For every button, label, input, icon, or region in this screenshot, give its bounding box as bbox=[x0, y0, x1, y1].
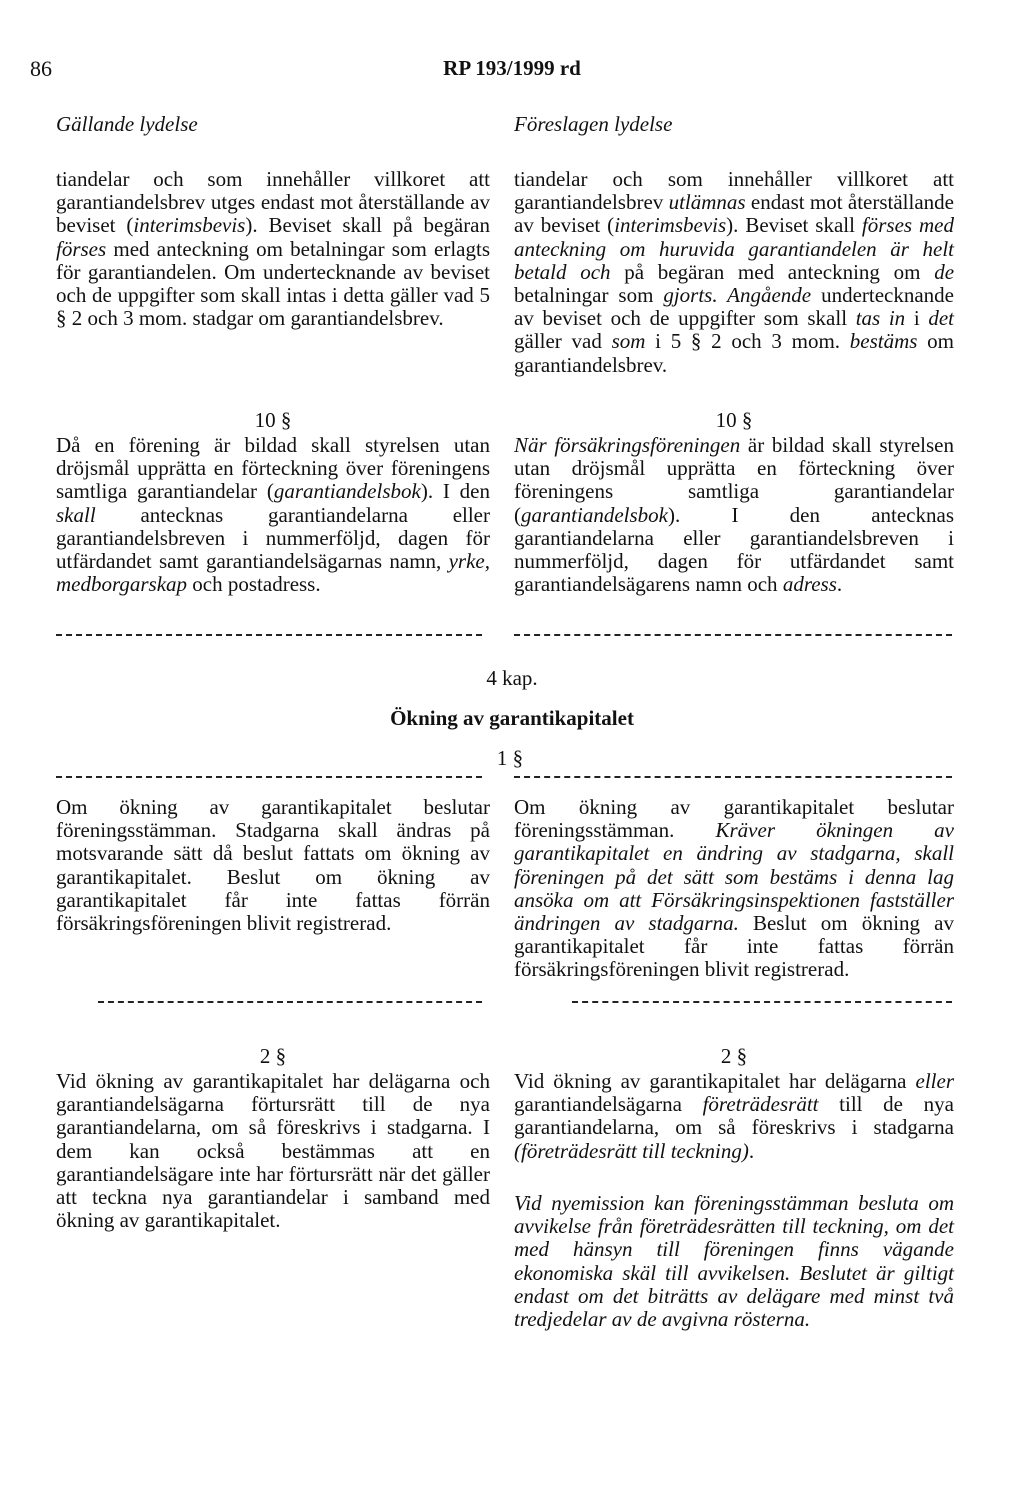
right-paragraph-3 bbox=[514, 796, 954, 982]
text-run: de bbox=[934, 259, 955, 284]
text-run: i bbox=[905, 306, 929, 331]
right-paragraph-5 bbox=[514, 1192, 954, 1331]
right-dash-separator-1 bbox=[514, 634, 952, 636]
text-run: interimsbevis bbox=[133, 213, 246, 238]
section-1-heading: 1 § bbox=[496, 746, 524, 770]
text-run: som bbox=[611, 329, 646, 354]
left-paragraph-1 bbox=[56, 168, 490, 330]
text-run: och postadress. bbox=[187, 572, 321, 597]
text-run: undertecknande av beviset och de uppgifter som skall bbox=[514, 283, 955, 331]
text-run: förses bbox=[56, 236, 107, 261]
text-run: gäller vad bbox=[514, 329, 612, 354]
left-paragraph-2 bbox=[56, 434, 490, 596]
text-run: Kräver ökningen av garantikapitalet en ändring av stadgarna, skall föreningen på det sätt som bestäms i denna lag ansöka om att Försäkringsinspektionen fastställer ändringen av stadgarna. bbox=[514, 818, 954, 936]
text-run: Vid nyemission kan föreningsstämman besluta om avvikelse från företrädesrätten till teckning, om det med hänsyn till föreningen finns vägande ekonomiska skäl till avvikelsen. Beslutet är giltigt endast om det biträtts av delägare med minst två tredjedelar av de avgivna rösterna. bbox=[514, 1191, 954, 1332]
text-run: garantiandelsbok bbox=[521, 502, 668, 527]
text-run: Vid ökning av garantikapitalet har delägarna bbox=[514, 1069, 916, 1093]
chapter-label: 4 kap. bbox=[486, 666, 538, 690]
text-run: Beslut om ökning av garantikapitalet får inte fattas förrän försäkringsföreningen blivit registrerad. bbox=[514, 911, 954, 982]
text-run: skall bbox=[56, 502, 96, 527]
right-column-label: Föreslagen lydelse bbox=[514, 112, 673, 136]
text-run: garantiandelsbok bbox=[273, 479, 421, 504]
text-run: ). I den bbox=[420, 479, 490, 504]
text-run: Om ökning av garantikapitalet beslutar föreningsstämman. Stadgarna skall ändras på motsvarande sätt då beslut fattats om ökning av garantikapitalet. Beslut om ökning av garantikapitalet får inte fattas förrän försäkringsföreningen blivit registrerad. bbox=[56, 795, 490, 936]
left-dash-separator-2 bbox=[56, 776, 482, 778]
text-run: tiandelar och som innehåller villkoret att garantiandelsbrev bbox=[514, 167, 954, 215]
left-paragraph-4 bbox=[56, 1070, 490, 1232]
right-paragraph-2 bbox=[514, 434, 954, 596]
right-dash-separator-3 bbox=[572, 1001, 952, 1003]
right-paragraph-1 bbox=[514, 168, 954, 377]
text-run: på begäran med anteckning om bbox=[610, 259, 935, 284]
left-dash-separator-1 bbox=[56, 634, 482, 636]
text-run: ). I den antecknas garantiandelarna eller garantiandelsbreven i nummerföljd, dagen för utfärdandet samt garantiandelsägarens namn och bbox=[514, 502, 954, 597]
right-section-2-heading: 2 § bbox=[720, 1044, 748, 1068]
text-run: antecknas garantiandelarna eller garantiandelsbreven i nummerföljd, dagen för utfärdandet samt garantiandelsägarnas namn, bbox=[56, 502, 490, 574]
text-run: adress bbox=[782, 572, 837, 597]
text-run: är bildad skall styrelsen utan dröjsmål upprätta en förteckning över föreningens samtliga garantiandelar ( bbox=[514, 433, 954, 527]
text-run: (företrädesrätt till teckning) bbox=[514, 1138, 749, 1163]
text-run: till de nya garantiandelarna, om så föreskrivs i stadgarna bbox=[514, 1092, 954, 1140]
left-section-10-heading: 10 § bbox=[254, 408, 292, 432]
text-run: med anteckning om betalningar som erlagts för garantiandelen. Om undertecknande av beviset och de uppgifter som skall intas i detta gäller vad 5 § 2 och 3 mom. stadgar om garantiandelsbrev. bbox=[56, 236, 490, 331]
right-dash-separator-2 bbox=[514, 776, 952, 778]
right-paragraph-4 bbox=[514, 1070, 954, 1163]
text-run: ). Beviset skall bbox=[726, 213, 862, 238]
text-run: eller bbox=[915, 1069, 954, 1093]
left-column-label: Gällande lydelse bbox=[56, 112, 198, 136]
text-run: om garantiandelsbrev. bbox=[514, 329, 955, 377]
text-run: utlämnas bbox=[668, 190, 746, 215]
left-dash-separator-3 bbox=[98, 1001, 482, 1003]
chapter-title: Ökning av garantikapitalet bbox=[390, 706, 634, 730]
text-run: När försäkringsföreningen bbox=[514, 433, 741, 457]
right-section-10-heading: 10 § bbox=[715, 408, 753, 432]
left-section-2-heading: 2 § bbox=[259, 1044, 287, 1068]
text-run: endast mot återställande av beviset ( bbox=[514, 190, 954, 238]
text-run: tas in bbox=[855, 306, 906, 331]
text-run: yrke, medborgarskap bbox=[56, 549, 490, 597]
text-run: Om ökning av garantikapitalet beslutar föreningsstämman. bbox=[514, 795, 954, 843]
page-number: 86 bbox=[30, 56, 52, 81]
text-run: bestäms bbox=[849, 329, 918, 354]
left-paragraph-3 bbox=[56, 796, 490, 935]
text-run: . bbox=[836, 572, 843, 597]
text-run: betalningar som bbox=[514, 283, 664, 308]
running-head: RP 193/1999 rd bbox=[443, 56, 581, 80]
text-run: interimsbevis bbox=[614, 213, 727, 238]
text-run: förses med anteckning om huruvida garantiandelen är helt betald och bbox=[514, 213, 954, 284]
text-run: garantiandelsägarna bbox=[514, 1092, 703, 1117]
text-run: gjorts. Angående bbox=[663, 283, 812, 308]
text-run: företrädesrätt bbox=[702, 1092, 819, 1117]
text-run: . bbox=[748, 1138, 755, 1163]
text-run: Då en förening är bildad skall styrelsen utan dröjsmål upprätta en förteckning över föreningens samtliga garantiandelar ( bbox=[56, 433, 490, 504]
text-run: det bbox=[928, 306, 954, 331]
text-run: i 5 § 2 och 3 mom. bbox=[645, 329, 850, 354]
text-run: tiandelar och som innehåller villkoret att garantiandelsbrev utges endast mot återställande av beviset ( bbox=[56, 167, 490, 238]
text-run: Vid ökning av garantikapitalet har delägarna och garantiandelsägarna förtursrätt till de nya garantiandelarna, om så föreskrivs i stadgarna. I dem kan också bestämmas att en garantiandelsägare inte har förtursrätt när det gäller att teckna nya garantiandelar i samband med ökning av garantikapitalet. bbox=[56, 1069, 490, 1233]
text-run: ). Beviset skall på begäran bbox=[245, 213, 491, 238]
